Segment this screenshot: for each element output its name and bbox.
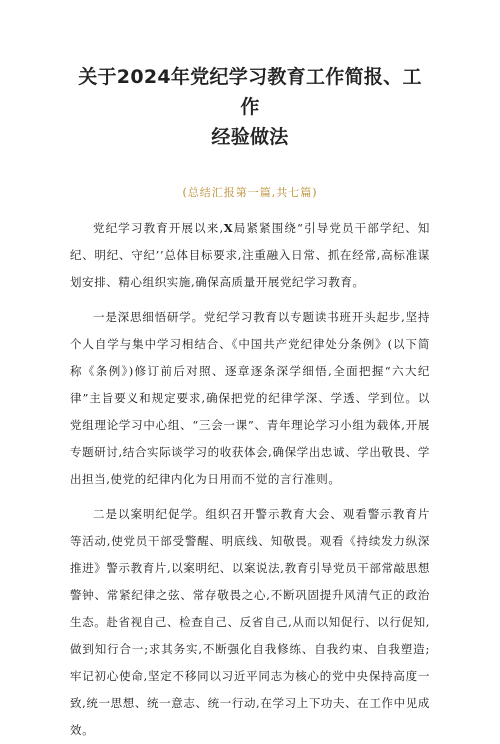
paragraph-intro [70,215,430,296]
paragraph-intro-bold: X [223,221,234,235]
document-subtitle: (总结汇报第一篇,共七篇) [182,186,318,199]
paragraph-study: 一是深思细悟研学。党纪学习教育以专题读书班开头起步,坚持个人自学与集中学习相结合、《中国共产党纪律处分条例》(以下简称《条例》)修订前后对照、逐章逐条深学细悟,全面把握“六大纪律”主旨要义和规定要求,确保把党的纪律学深、学透、学到位。以党组理论学习中心组、“三会一课”、青年理论学习小组为载体,开展专题研讨,结合实际谈学习的收获体会,确保学出忠诚、学出敬畏、学出担当,使党的纪律内化为日用而不觉的言行准则。 [70,310,430,486]
title-line-1: 关于2024年党纪学习教育工作简报、工作 [78,66,422,118]
title-line-2: 经验做法 [211,126,289,148]
paragraph-case-warning: 二是以案明纪促学。组织召开警示教育大会、观看警示教育片等活动,使党员干部受警醒、明底线、知敬畏。观看《持续发力纵深推进》警示教育片,以案明纪、以案说法,教育引导党员干部常敲思想警钟、常紧纪律之弦、常存敬畏之心,不断巩固提升风清气正的政治生态。赴省视自己、检查自己、反省自己,从而以知促行、以行促知,做到知行合一;求其务实,不断强化自我修练、自我约束、自我塑造;牢记初心使命,坚定不移同以习近平同志为核心的党中央保持高度一致,统一思想、统一意志、统一行动,在学习上下功夫、在工作中见成效。 [70,507,430,737]
paragraph-intro-suffix: 局紧紧围绕“引导党员干部学纪、知纪、明纪、守纪’’总体目标要求,注重融入日常、抓在经常,高标准谋划安排、精心组织实施,确保高质量开展党纪学习教育。 [70,221,430,289]
document-title [70,62,430,152]
paragraph-intro-prefix: 党纪学习教育开展以来, [93,221,224,235]
